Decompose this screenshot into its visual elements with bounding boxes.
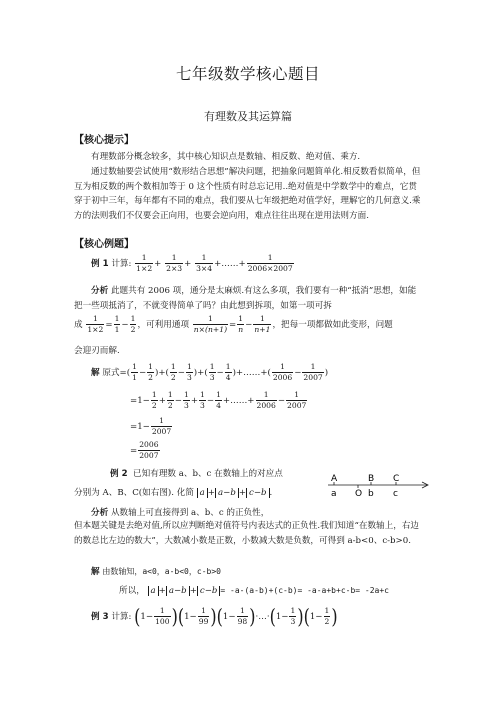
example-1-prefix: 计算: [111,259,132,269]
analysis-label: 分析 [91,286,109,296]
fraction: $\frac{1}{2006\times 2007}$ [247,253,293,273]
section-subtitle: 有理数及其运算篇 [204,110,292,123]
point-label-A: A [331,474,338,484]
core-tip-paragraph-2: 通过数轴要尝试使用“数形结合思想”解决问题，把抽象问题简单化.相反数看似简单，但互为相反数的两个数相加等于 0 这个性质有时总忘记用..绝对值是中学数学中的难点，它贯穿于初中三年，每年都有不同的难点，我们要从七年级把绝对值学好，理解它的几何意义.乘方的法则我们不仅要会正向用，也要会逆向用，难点往往出现在逆用法则方面. [74,167,421,221]
point-label-B: B [368,474,375,484]
example-2-analysis-line-2: 但本题关键是去绝对值,所以应判断绝对值符号内表达式的正负性.我们知道“在数轴上，右边的数总比左边的数大”，大数减小数是正数，小数减大数是负数，可得到 a-b<0、c-b>0. [74,521,420,546]
origin-label: O [355,489,363,499]
example-1-analysis-end: 会迎刃而解. [74,346,120,356]
example-2-problem-line-2: 分别为 A、B、C(如右图). 化简 a + a−b + c−b . [74,488,273,498]
example-1-label: 例 1 [91,259,109,269]
example-1-analysis-formula: 成 $\frac{1}{1\times 2}$ = $\frac{1}{1}$ − $\frac{1}{2}$ ，可利用通项 $\frac{1}{n\times(n+1)}$ = $\frac{1}{n}$ − $\frac{1}{n+1}$ ，把每一项都做如此变形，问题 [74,314,393,334]
ellipsis: +……+ [214,259,246,269]
fraction: $\frac{1}{1\times 2}$ [136,253,153,273]
fraction: $\frac{1}{2\times 3}$ [166,253,183,273]
example-3-problem: 例 3 计算: (1− $\frac{1}{100}$ )(1− $\frac{1}{99}$ )(1− $\frac{1}{98}$ )·…·(1− $\frac{1}{3}$ )(1− $\frac{1}{2}$ ) [91,604,338,629]
example-1-solution-line-2: =1− $\frac{1}{2}$ + $\frac{1}{2}$ − $\frac{1}{3}$ + $\frac{1}{3}$ − $\frac{1}{4}$ +……+ $\frac{1}{2006}$ − $\frac{1}{2007}$ [130,390,307,410]
core-tip-paragraph-1: 有理数部分概念较多，其中核心知识点是数轴、相反数、绝对值、乘方. [91,152,361,162]
example-1-analysis [74,284,422,313]
value-label-a: a [331,489,337,499]
example-2-problem-line-1: 例 2 已知有理数 a、b、c 在数轴上的对应点 [110,469,283,479]
example-1-solution-line-1: 解 原式=( $\frac{1}{1}$ − $\frac{1}{2}$ )+( $\frac{1}{2}$ − $\frac{1}{3}$ )+( $\frac{1}{3}$ − $\frac{1}{4}$ )+……+( $\frac{1}{2006}$ − $\frac{1}{2007}$ ) [91,362,329,382]
analysis-text: 此题共有 2006 项，通分是太麻烦.有这么多项，我们要有一种“抵消”思想，如能把一些项抵消了，不就变得简单了吗？由此想到拆项，如第一项可拆 [74,286,417,311]
example-1-solution-line-3: =1− $\frac{1}{2007}$ [130,416,172,436]
example-1-problem: 例 1 计算: $\frac{1}{1\times 2}$ + $\frac{1}{2\times 3}$ + $\frac{1}{3\times 4}$ +……+ $\frac{1}{2006\times 2007}$ [91,253,293,273]
example-2-solution-line-1: 解 由数轴知，a<0，a-b<0，c-b>0 [91,567,221,577]
example-2-analysis-line-1: 分析 从数轴上可直接得到 a、b、c 的正负性， [91,508,270,518]
example-1-solution-result: = $\frac{2006}{2007}$ [130,440,159,460]
example-2-solution-line-2: 所以， a + a−b + c−b = -a-(a-b)+(c-b)= -a-a+b+c-b= -2a+c [119,586,389,596]
fraction: $\frac{1}{3\times 4}$ [196,253,213,273]
core-tip-heading: 【核心提示】 [74,135,134,146]
point-label-C: C [393,474,400,484]
value-label-c: c [393,489,398,499]
page-title: 七年级数学核心题目 [175,65,320,83]
number-line-diagram [326,472,434,500]
core-examples-heading: 【核心例题】 [74,239,134,250]
value-label-b: b [368,489,374,499]
